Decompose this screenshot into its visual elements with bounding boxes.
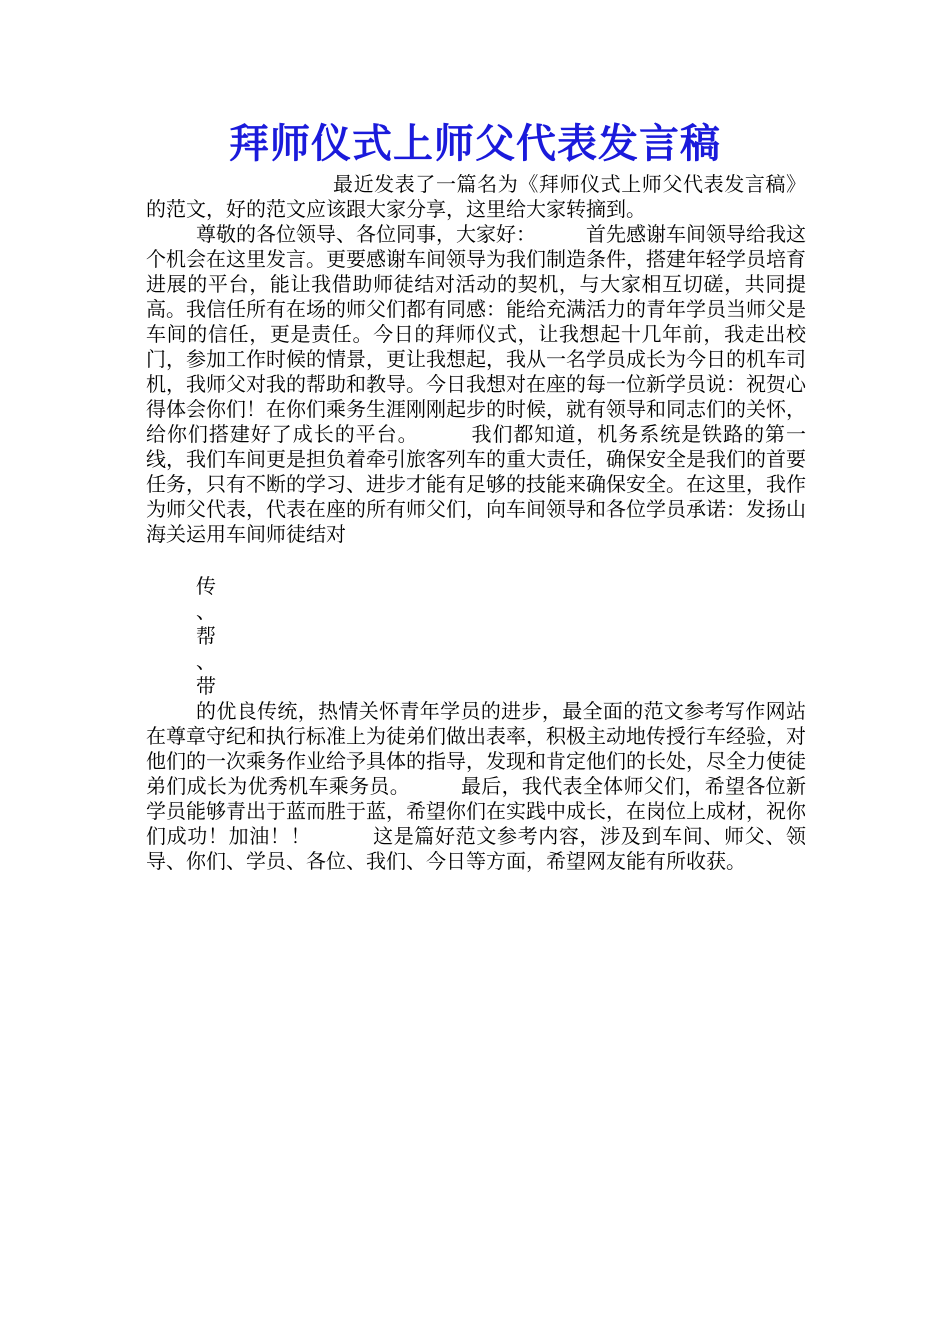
vertical-char: 传 [196,574,216,598]
vertical-phrase [196,574,236,699]
document-title: 拜师仪式上师父代表发言稿 [229,120,721,167]
vertical-char: 带 [196,674,216,698]
vertical-char: 、 [196,649,216,673]
intro-paragraph: 最近发表了一篇名为《拜师仪式上师父代表发言稿》的范文，好的范文应该跟大家分享，这里给大家转摘到。 [146,172,806,221]
main-paragraph: 尊敬的各位领导、各位同事，大家好： 首先感谢车间领导给我这个机会在这里发言。更要感谢车间领导为我们制造条件，搭建年轻学员培育进展的平台，能让我借助师徒结对活动的契机，与大家相互切磋，共同提高。我信任所有在场的师父们都有同感：能给充满活力的青年学员当师父是车间的信任，更是责任。今日的拜师仪式，让我想起十几年前，我走出校门，参加工作时候的情景，更让我想起，我从一名学员成长为今日的机车司机，我师父对我的帮助和教导。今日我想对在座的每一位新学员说：祝贺心得体会你们！在你们乘务生涯刚刚起步的时候，就有领导和同志们的关怀，给你们搭建好了成长的平台。 我们都知道，机务系统是铁路的第一线，我们车间更是担负着牵引旅客列车的重大责任，确保安全是我们的首要任务，只有不断的学习、进步才能有足够的技能来确保安全。在这里，我作为师父代表，代表在座的所有师父们，向车间领导和各位学员承诺：发扬山海关运用车间师徒结对 [146,222,806,546]
vertical-char: 、 [196,599,216,623]
vertical-char: 帮 [196,624,216,648]
closing-paragraph: 的优良传统，热情关怀青年学员的进步，最全面的范文参考写作网站在尊章守纪和执行标准上为徒弟们做出表率，积极主动地传授行车经验，对他们的一次乘务作业给予具体的指导，发现和肯定他们的长处，尽全力使徒弟们成长为优秀机车乘务员。 最后，我代表全体师父们，希望各位新学员能够青出于蓝而胜于蓝，希望你们在实践中成长，在岗位上成材，祝你们成功！加油！！ 这是篇好范文参考内容，涉及到车间、师父、领导、你们、学员、各位、我们、今日等方面，希望网友能有所收获。 [146,699,806,873]
